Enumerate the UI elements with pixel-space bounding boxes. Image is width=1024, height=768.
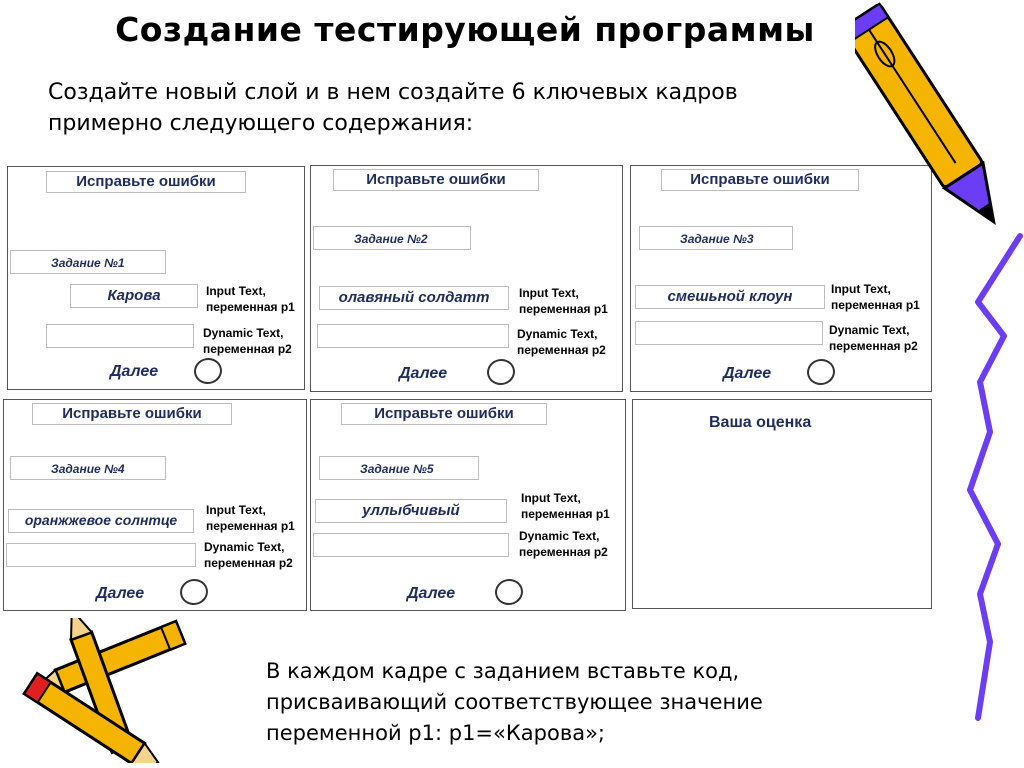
next-label: Далее <box>723 365 772 382</box>
dynamic-note: Dynamic Text, переменная р2 <box>519 529 608 559</box>
pencil-icon <box>855 0 1005 245</box>
instruction-text <box>266 656 763 749</box>
input-text-field[interactable]: уллыбчивый <box>315 499 507 523</box>
input-note: Input Text, переменная р1 <box>831 282 920 312</box>
input-note: Input Text, переменная р1 <box>521 491 610 521</box>
next-label: Далее <box>96 585 145 602</box>
task-label: Задание №2 <box>313 226 471 250</box>
input-text-field[interactable]: Карова <box>70 284 198 308</box>
next-label: Далее <box>110 363 159 380</box>
frame-header: Исправьте ошибки <box>32 403 232 425</box>
input-text-field[interactable]: олавяный солдатт <box>319 286 509 310</box>
keyframe-4 <box>3 399 307 611</box>
frame-header: Исправьте ошибки <box>46 171 246 193</box>
zigzag-line-icon <box>960 232 1024 722</box>
instruction-line-2: присваивающий соответствующее значение <box>266 690 763 714</box>
task-label: Задание №1 <box>10 250 166 274</box>
dynamic-note: Dynamic Text, переменная р2 <box>204 540 293 570</box>
task-label: Задание №3 <box>639 226 793 250</box>
task-label: Задание №5 <box>319 456 479 480</box>
dynamic-note: Dynamic Text, переменная р2 <box>829 323 918 353</box>
next-button-circle[interactable] <box>485 357 517 387</box>
pencils-group-icon <box>0 618 210 763</box>
dynamic-text-field <box>313 533 509 557</box>
frame-header: Исправьте ошибки <box>341 403 547 425</box>
dynamic-text-field <box>317 324 509 348</box>
input-text-field[interactable]: смешьной клоун <box>635 285 825 309</box>
instruction-line-1: В каждом кадре с заданием вставьте код, <box>266 659 740 683</box>
intro-line-2: примерно следующего содержания: <box>48 111 474 136</box>
input-note: Input Text, переменная р1 <box>206 503 295 533</box>
keyframe-2 <box>310 165 623 392</box>
input-note: Input Text, переменная р1 <box>519 286 608 316</box>
dynamic-text-field <box>635 321 823 345</box>
keyframe-1 <box>7 166 305 390</box>
dynamic-note: Dynamic Text, переменная р2 <box>517 327 606 357</box>
dynamic-text-field <box>46 324 194 348</box>
task-label: Задание №4 <box>10 456 166 480</box>
next-label: Далее <box>399 365 448 382</box>
dynamic-text-field <box>6 543 196 567</box>
intro-line-1: Создайте новый слой и в нем создайте 6 ключевых кадров <box>48 80 738 105</box>
input-note: Input Text, переменная р1 <box>206 284 295 314</box>
frame-header: Исправьте ошибки <box>661 169 859 191</box>
page-title: Создание тестирующей программы <box>115 10 815 49</box>
dynamic-note: Dynamic Text, переменная р2 <box>203 326 292 356</box>
next-button-circle[interactable] <box>805 357 837 387</box>
keyframe-5 <box>310 399 626 611</box>
input-text-field[interactable]: оранжжевое солнтце <box>8 509 194 533</box>
frame-header: Исправьте ошибки <box>333 169 539 191</box>
next-button-circle[interactable] <box>178 577 210 607</box>
grade-label: Ваша оценка <box>709 414 812 431</box>
next-label: Далее <box>407 585 456 602</box>
instruction-line-3: переменной р1: р1=«Карова»; <box>266 721 605 745</box>
keyframe-6-grade <box>632 399 932 609</box>
next-button-circle[interactable] <box>192 356 224 386</box>
next-button-circle[interactable] <box>493 577 525 607</box>
